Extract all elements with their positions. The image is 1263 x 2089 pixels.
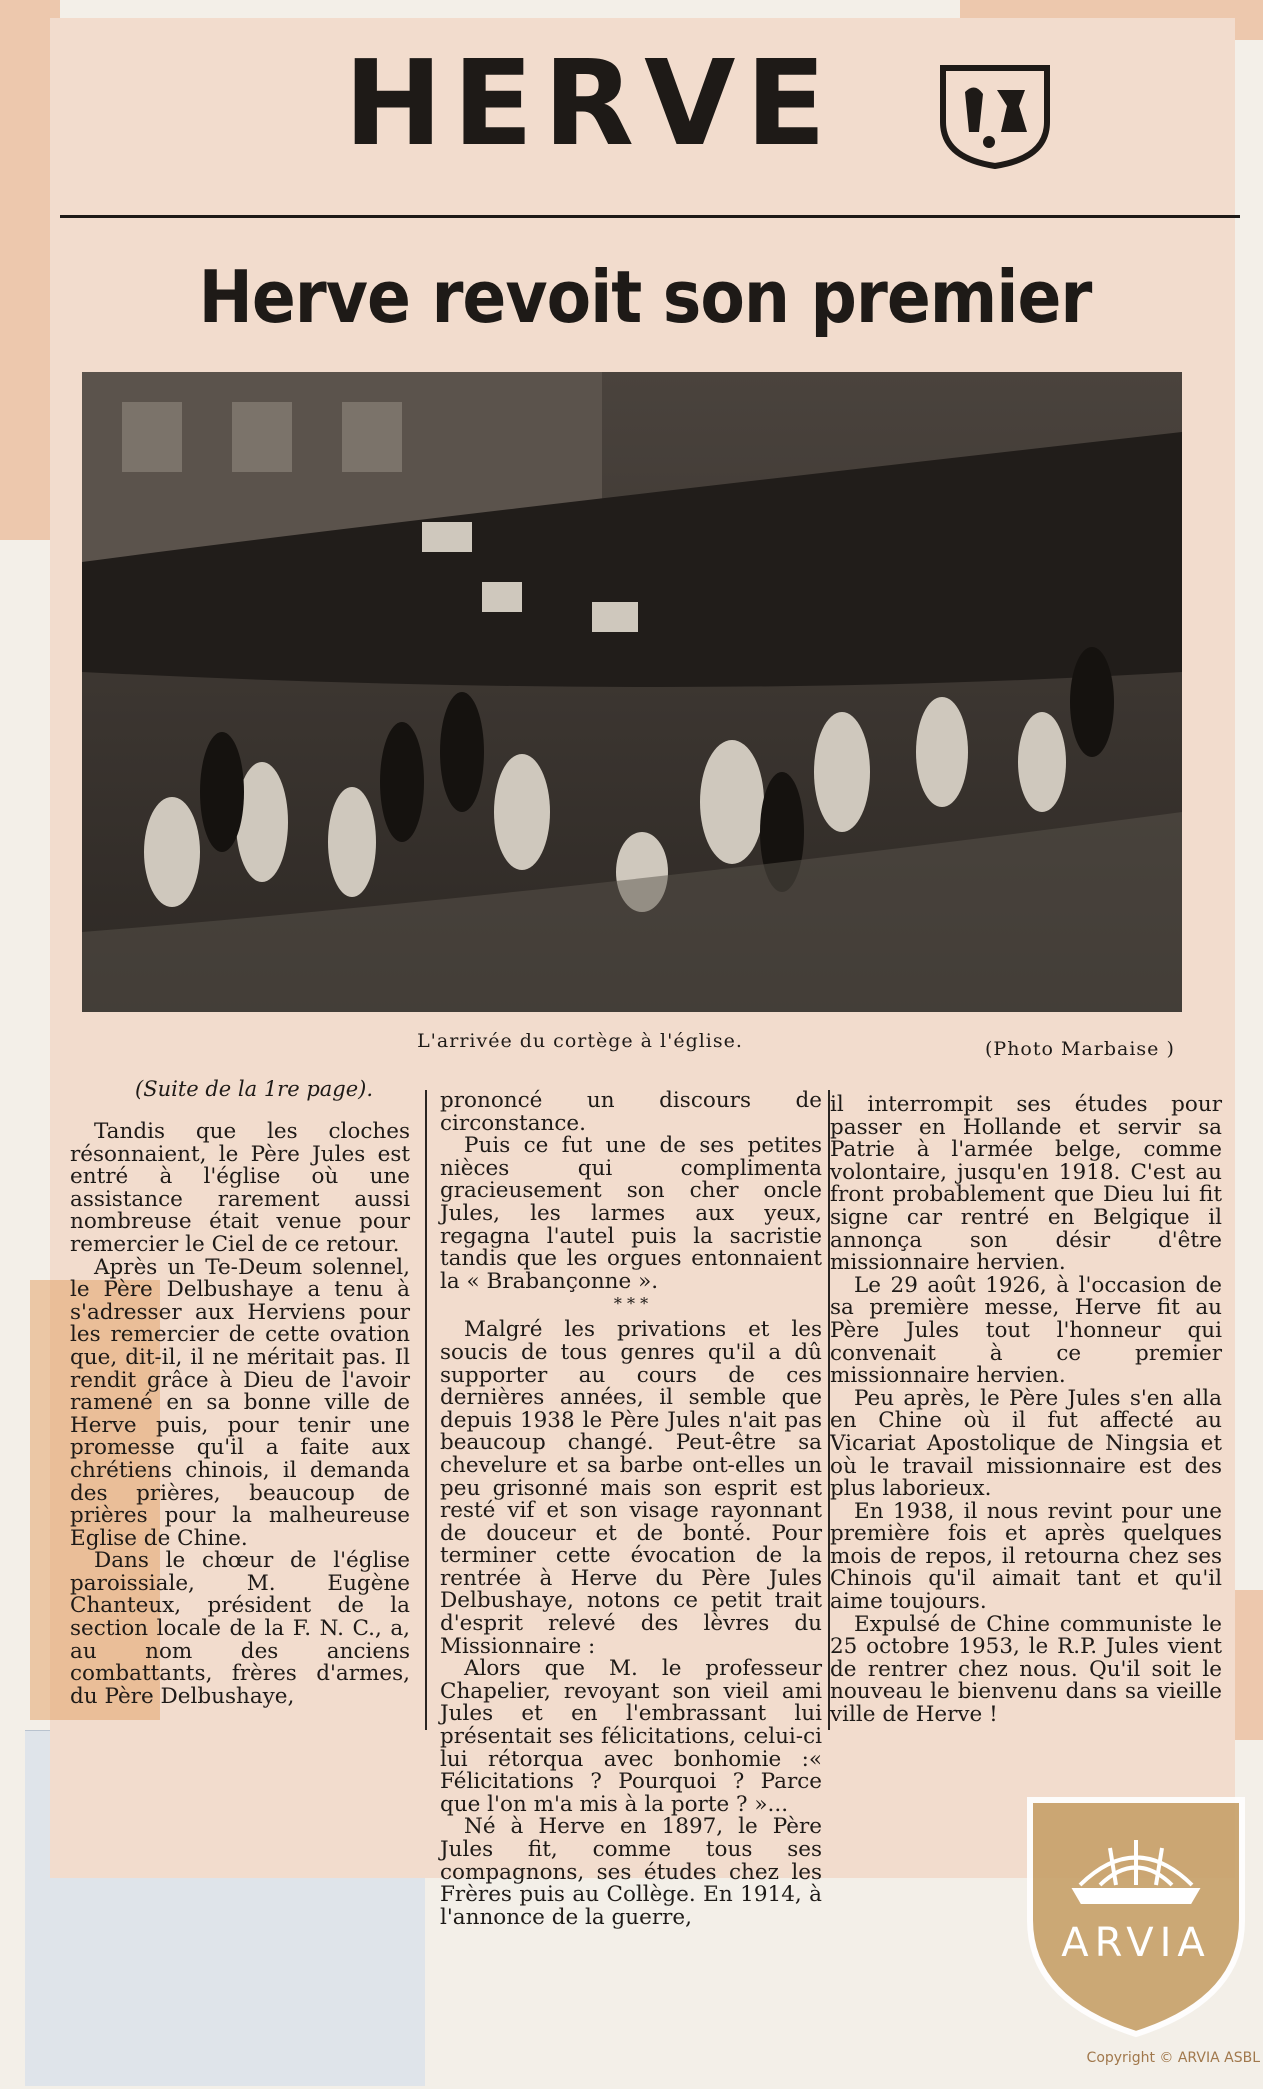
article-column-3	[830, 1094, 1222, 1727]
photo-caption: L'arrivée du cortège à l'église.	[417, 1030, 743, 1052]
masthead-rule	[60, 215, 1240, 218]
paragraph: Alors que M. le professeur Chapelier, revoyant son vieil ami Jules et en l'embrassant lui présentait ses félicitations, celui-ci lui rétorqua avec bonhomie :« Félicitations ? Pourquoi ? Parce que l'on m'a mis à la porte ? »...	[440, 1656, 822, 1817]
paragraph: Expulsé de Chine communiste le 25 octobre 1953, le R.P. Jules vient de rentrer chez nous. Qu'il soit le nouveau le bienvenu dans sa vieille ville de Herve !	[830, 1611, 1222, 1728]
photo-credit: (Photo Marbaise )	[985, 1038, 1175, 1060]
procession-photo	[82, 372, 1182, 1012]
column-divider	[425, 1090, 427, 1730]
paragraph: Tandis que les cloches résonnaient, le Père Jules est entré à l'église où une assistance rarement aussi nombreuse était venue pour remercier le Ciel de ce retour.	[70, 1119, 410, 1257]
paragraph: Peu après, le Père Jules s'en alla en Chine où il fut affecté au Vicariat Apostolique de Ningsia et où le travail missionnaire est des plus laborieux.	[830, 1385, 1222, 1502]
paragraph: Dans le chœur de l'église paroissiale, M. Eugène Chanteux, président de la section locale de la F. N. C., a, au nom des anciens combattants, frères d'armes, du Père Delbushaye,	[70, 1548, 410, 1709]
paragraph: Le 29 août 1926, à l'occasion de sa première messe, Herve fit au Père Jules tout l'honneur qui convenait à ce premier missionnaire hervien.	[830, 1272, 1222, 1389]
coat-of-arms-icon	[935, 62, 1055, 170]
article-column-1	[70, 1121, 410, 1708]
paragraph: prononcé un discours de circonstance.	[440, 1088, 822, 1136]
paragraph: En 1938, il nous revint pour une première fois et après quelques mois de repos, il retourna chez ses Chinois qu'il aimait tant et qu'il aime toujours.	[830, 1498, 1222, 1615]
article-headline: Herve revoit son premier	[198, 255, 1092, 339]
article-column-2	[440, 1090, 822, 1929]
paragraph: Puis ce fut une de ses petites nièces qui complimenta gracieusement son cher oncle Jules, les larmes aux yeux, regagna l'autel puis la sacristie tandis que les orgues entonnaient la « Brabançonne ».	[440, 1133, 822, 1294]
masthead-title: HERVE	[343, 34, 837, 172]
arvia-shield-logo	[1020, 1790, 1252, 2040]
paragraph: il interrompit ses études pour passer en Hollande et servir sa Patrie à l'armée belge, comme volontaire, jusqu'en 1918. C'est au front probablement que Dieu lui fit signe car rentré en Belgique il annonça son désir d'être missionnaire hervien.	[830, 1092, 1222, 1276]
logo-wordmark: ARVIA	[1061, 1920, 1211, 1966]
paragraph: Malgré les privations et les soucis de tous genres qu'il a dû supporter au cours de ces dernières années, il semble que depuis 1938 le Père Jules n'ait pas beaucoup changé. Peut-être sa chevelure et sa barbe ont-elles un peu grisonné mais son esprit est resté vif et son visage rayonnant de douceur et de bonté. Pour terminer cette évocation de la rentrée à Herve du Père Jules Delbushaye, notons ce petit trait d'esprit relevé des lèvres du Missionnaire :	[440, 1317, 822, 1659]
paragraph: Après un Te-Deum solennel, le Père Delbushaye a tenu à s'adresser aux Herviens pour les remercier de cette ovation que, dit-il, il ne méritait pas. Il rendit grâce à Dieu de l'avoir ramené en sa bonne ville de Herve puis, pour tenir une promesse qu'il a faite aux chrétiens chinois, il demanda des prières, beaucoup de prières pour la malheureuse Eglise de Chine.	[70, 1254, 410, 1551]
continuation-note: (Suite de la 1re page).	[135, 1077, 374, 1101]
paragraph: Né à Herve en 1897, le Père Jules fit, comme tous ses compagnons, ses études chez les Frères puis au Collège. En 1914, à l'annonce de la guerre,	[440, 1814, 822, 1930]
copyright-notice: Copyright © ARVIA ASBL	[1086, 2050, 1260, 2066]
section-separator: * * *	[613, 1294, 649, 1314]
